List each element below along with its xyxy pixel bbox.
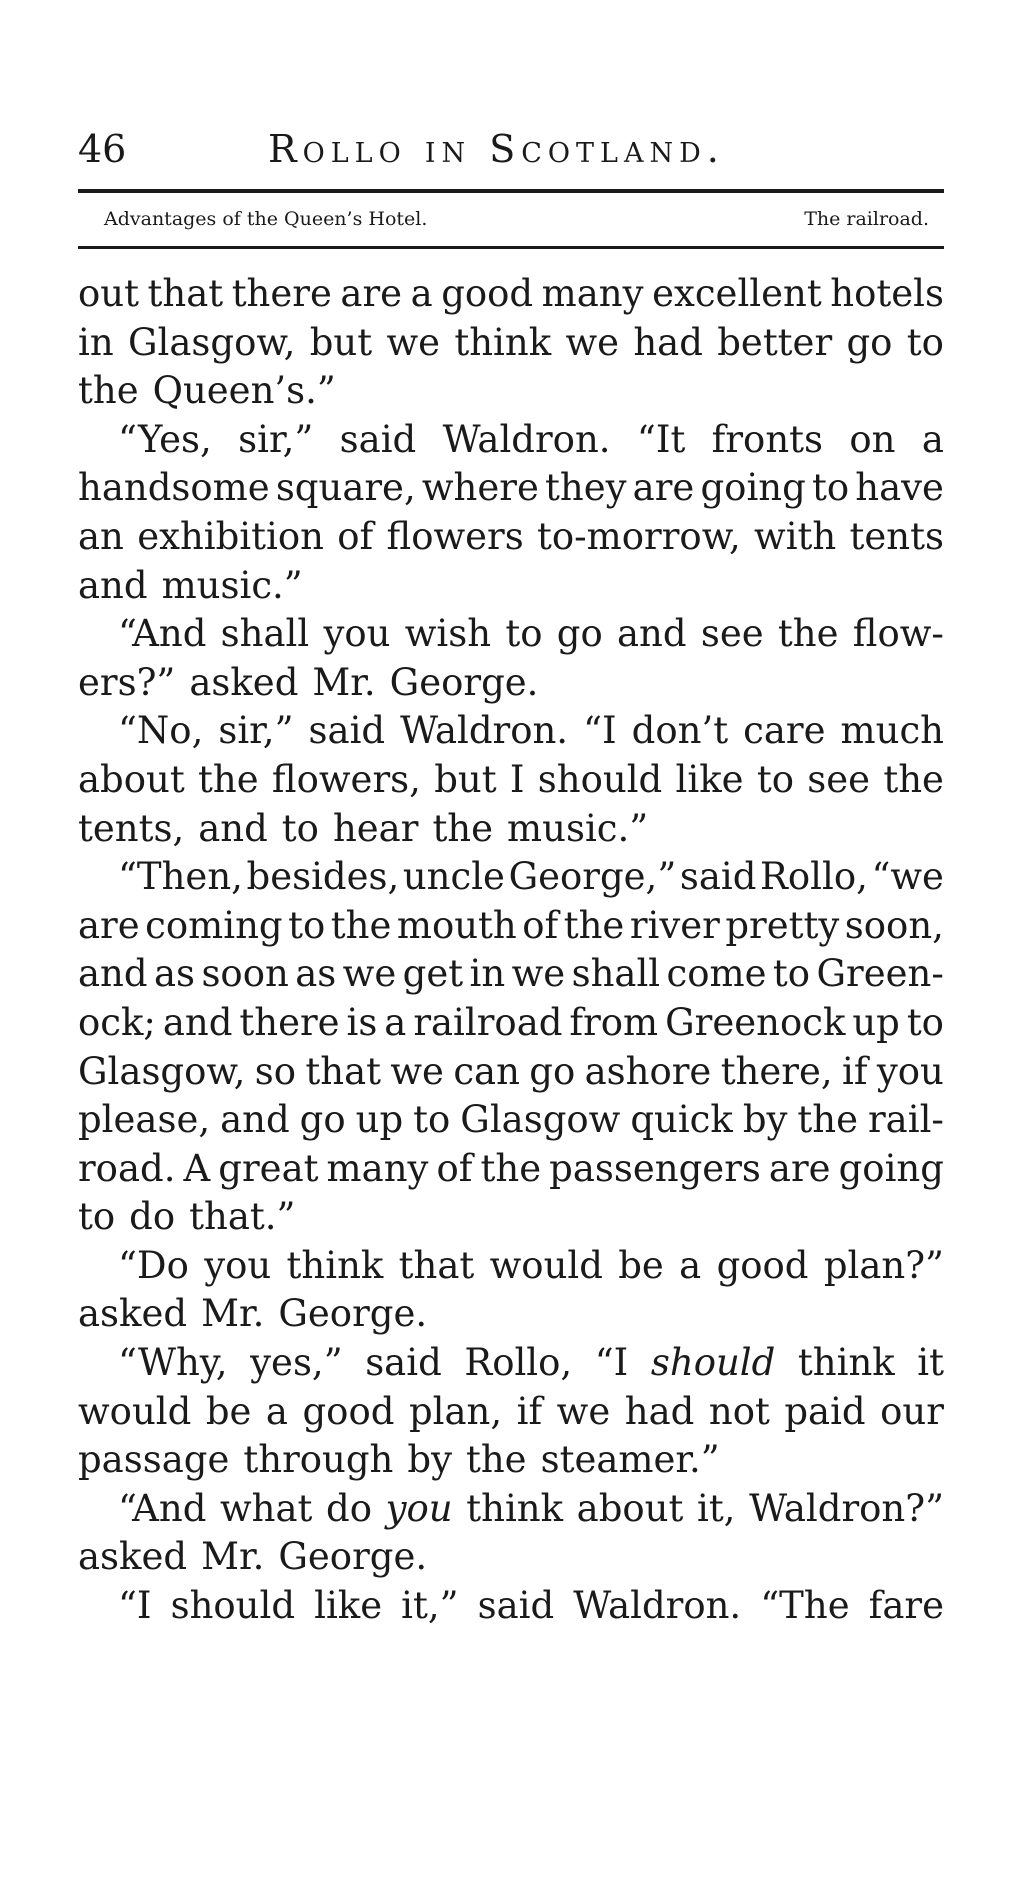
word: a (679, 1243, 702, 1287)
word: where (421, 466, 539, 510)
word: think (797, 1341, 895, 1385)
text-line (78, 464, 944, 513)
word: said (679, 855, 757, 899)
text-line (78, 1436, 944, 1485)
word: about (78, 757, 185, 801)
word: A (183, 1146, 211, 1190)
word: Glasgow, (78, 1049, 246, 1093)
word: many (326, 1146, 429, 1190)
word: to (811, 466, 850, 510)
word: to (505, 612, 543, 656)
word: “I (594, 1341, 629, 1385)
word: the (330, 903, 392, 947)
word: be (205, 1389, 252, 1433)
word: river (629, 903, 720, 947)
word: passage (78, 1438, 230, 1482)
subhead-right: The railroad. (804, 208, 929, 230)
word: passengers (549, 1146, 761, 1190)
word: Waldron. (442, 417, 611, 461)
word: an (78, 514, 124, 558)
word: pretty (725, 903, 840, 947)
word: should (170, 1584, 296, 1628)
word: out (78, 272, 139, 315)
word: like (675, 757, 744, 801)
word: besides, (246, 855, 400, 899)
word: but (309, 320, 373, 364)
word: “I (583, 709, 617, 753)
word: through (243, 1438, 394, 1482)
text-line (78, 1290, 944, 1339)
page-number: 46 (78, 127, 127, 171)
word: many (541, 272, 644, 315)
word: the (563, 903, 625, 947)
word: better (717, 320, 833, 364)
word: you (385, 1486, 453, 1530)
word: and (162, 1000, 233, 1044)
word: music.” (161, 563, 303, 607)
word: sir,” (238, 417, 314, 461)
word: there, (720, 1049, 833, 1093)
word: like (314, 1584, 383, 1628)
word: paid (784, 1389, 866, 1433)
word: going (700, 466, 806, 510)
word: Mr. (201, 1535, 265, 1579)
word: “Yes, (118, 417, 212, 461)
word: the (78, 369, 139, 413)
word: great (218, 1146, 319, 1190)
word: we (386, 320, 441, 364)
word: by (742, 1098, 788, 1142)
word: and (78, 952, 148, 996)
text-line (78, 1582, 944, 1631)
word: about (576, 1486, 684, 1530)
word: to (288, 903, 326, 947)
word: asked (78, 1292, 188, 1336)
word: “Why, (118, 1341, 228, 1385)
word: Waldron?” (749, 1486, 944, 1530)
word: go (556, 612, 603, 656)
word: by (407, 1438, 452, 1482)
word: “Then, (118, 855, 243, 899)
word: to (906, 1000, 944, 1044)
word: you (323, 612, 391, 656)
text-line (78, 950, 944, 999)
text-line (78, 562, 944, 611)
text-line (78, 853, 944, 902)
word: are (632, 466, 695, 510)
word: to (756, 757, 794, 801)
word: “The (760, 1584, 850, 1628)
word: there (231, 272, 332, 315)
word: “No, (118, 709, 204, 753)
text-line (78, 999, 944, 1048)
word: square, (275, 466, 416, 510)
word: railroad (413, 1000, 563, 1044)
word: Waldron. (573, 1584, 742, 1628)
word: go (529, 1049, 576, 1093)
word: on (849, 417, 896, 461)
word: road. (78, 1146, 176, 1190)
word: we (342, 952, 397, 996)
word: to (78, 1195, 116, 1239)
text-line (78, 659, 944, 708)
word: and (198, 806, 268, 850)
word: Glasgow (460, 1098, 621, 1142)
word: to (413, 1098, 451, 1142)
text-line (78, 1096, 944, 1145)
word: would (489, 1243, 603, 1287)
word: exhibition (137, 514, 324, 558)
text-line (78, 416, 944, 465)
word: should (537, 757, 663, 801)
text-line (78, 756, 944, 805)
word: that (305, 1049, 382, 1093)
word: George,” (508, 855, 677, 899)
text-line (78, 707, 944, 756)
word: do (129, 1195, 176, 1239)
word: you (876, 1049, 944, 1093)
word: asked (189, 660, 299, 704)
running-title: Rollo in Scotland. (268, 127, 725, 171)
word: excellent (652, 272, 822, 315)
word: much (840, 709, 944, 753)
word: I (509, 757, 525, 801)
word: the (777, 612, 839, 656)
word: tents (849, 514, 944, 558)
word: flow- (852, 612, 944, 656)
word: Rollo, (760, 855, 868, 899)
text-line (78, 319, 944, 368)
word: be (618, 1243, 664, 1287)
word: but (434, 757, 497, 801)
word: that.” (189, 1195, 296, 1239)
word: a (265, 1389, 288, 1433)
text-line (78, 610, 944, 659)
header-rule-top (78, 189, 944, 193)
word: hotels (830, 272, 944, 315)
word: the (198, 757, 259, 801)
word: George. (278, 1292, 428, 1336)
word: ock; (78, 1000, 156, 1044)
word: you (204, 1243, 272, 1287)
word: ashore (584, 1049, 712, 1093)
word: don’t (631, 709, 729, 753)
word: our (880, 1389, 944, 1433)
word: there (239, 1000, 340, 1044)
word: should (650, 1341, 776, 1385)
word: said (365, 1341, 442, 1385)
word: and (78, 563, 148, 607)
word: see (700, 612, 764, 656)
word: it,” (401, 1584, 459, 1628)
word: the (480, 1146, 542, 1190)
word: that (398, 1243, 475, 1287)
word: George. (278, 1535, 428, 1579)
text-line (78, 902, 944, 951)
word: Green- (816, 952, 944, 996)
word: if (516, 1389, 543, 1433)
word: the (883, 757, 944, 801)
word: to (906, 320, 944, 364)
word: we (390, 1049, 444, 1093)
text-line (78, 1242, 944, 1291)
word: as (295, 952, 337, 996)
word: the (797, 1098, 858, 1142)
word: can (453, 1049, 520, 1093)
word: soon, (844, 903, 944, 947)
word: George. (389, 660, 539, 704)
header-rule-bottom (78, 246, 944, 249)
word: we (556, 1389, 611, 1433)
text-line (78, 1339, 944, 1388)
word: said (339, 417, 417, 461)
word: hear (332, 806, 419, 850)
word: plan, (408, 1389, 503, 1433)
word: fronts (711, 417, 824, 461)
text-line (78, 1145, 944, 1194)
word: shall (220, 612, 310, 656)
word: flowers, (271, 757, 421, 801)
text-line (78, 1193, 944, 1242)
text-line (78, 805, 944, 854)
word: think (466, 1486, 564, 1530)
word: said (308, 709, 386, 753)
word: quick (630, 1098, 733, 1142)
word: steamer.” (540, 1438, 720, 1482)
word: fare (868, 1584, 944, 1628)
text-line (78, 1485, 944, 1534)
word: that (147, 272, 224, 315)
word: Greenock (665, 1000, 846, 1044)
word: Mr. (201, 1292, 265, 1336)
word: it, (696, 1486, 736, 1530)
word: we (511, 952, 566, 996)
word: asked (78, 1535, 188, 1579)
word: if (841, 1049, 868, 1093)
word: please, (78, 1098, 211, 1142)
word: good (302, 1389, 395, 1433)
word: we (565, 320, 620, 364)
word: of (337, 514, 374, 558)
word: and (220, 1098, 290, 1142)
word: wish (404, 612, 492, 656)
word: get (402, 952, 464, 996)
word: up (852, 1000, 900, 1044)
text-line (78, 1048, 944, 1097)
word: a (410, 272, 433, 315)
word: with (754, 514, 837, 558)
word: go (299, 1098, 346, 1142)
word: Waldron. (400, 709, 569, 753)
word: coming (145, 903, 283, 947)
word: “we (871, 855, 944, 899)
word: Mr. (312, 660, 376, 704)
word: ers?” (78, 660, 176, 704)
word: plan?” (823, 1243, 944, 1287)
word: of (436, 1146, 473, 1190)
word: it (917, 1341, 944, 1385)
word: think (286, 1243, 384, 1287)
word: so (254, 1049, 297, 1093)
word: Rollo, (464, 1341, 573, 1385)
word: said (477, 1584, 555, 1628)
word: to (772, 952, 811, 996)
text-line (78, 1388, 944, 1437)
word: had (633, 320, 703, 364)
word: yes,” (250, 1341, 343, 1385)
text-line (78, 270, 944, 319)
word: and (617, 612, 687, 656)
word: are (340, 272, 403, 315)
word: to-morrow, (537, 514, 741, 558)
word: have (855, 466, 944, 510)
word: are (768, 1146, 831, 1190)
word: shall (571, 952, 661, 996)
word: handsome (78, 466, 270, 510)
word: “I (118, 1584, 152, 1628)
word: “Do (118, 1243, 189, 1287)
body-text (78, 270, 944, 1631)
word: to (281, 806, 319, 850)
word: “And (118, 612, 207, 656)
word: do (326, 1486, 373, 1530)
word: good (716, 1243, 809, 1287)
word: “It (636, 417, 686, 461)
word: would (78, 1389, 192, 1433)
word: good (441, 272, 534, 315)
word: had (624, 1389, 695, 1433)
word: not (708, 1389, 770, 1433)
word: see (807, 757, 871, 801)
word: go (846, 320, 893, 364)
word: in (78, 320, 114, 364)
word: the (465, 1438, 527, 1482)
word: a (921, 417, 944, 461)
word: sir,” (218, 709, 294, 753)
word: what (220, 1486, 313, 1530)
word: soon (201, 952, 289, 996)
text-line (78, 513, 944, 562)
word: music.” (507, 806, 649, 850)
word: are (78, 903, 140, 947)
word: as (153, 952, 196, 996)
word: “And (118, 1486, 207, 1530)
subhead-left: Advantages of the Queen’s Hotel. (104, 208, 428, 230)
word: Glasgow, (127, 320, 296, 364)
word: they (545, 466, 627, 510)
word: Queen’s.” (152, 369, 336, 413)
text-line (78, 367, 944, 416)
word: tents, (78, 806, 185, 850)
word: of (522, 903, 559, 947)
word: the (432, 806, 494, 850)
word: mouth (396, 903, 517, 947)
text-line (78, 1533, 944, 1582)
word: flowers (386, 514, 524, 558)
word: going (838, 1146, 944, 1190)
word: rail- (867, 1098, 944, 1142)
word: care (743, 709, 826, 753)
word: uncle (402, 855, 505, 899)
word: in (469, 952, 506, 996)
word: think (454, 320, 552, 364)
word: a (384, 1000, 407, 1044)
word: up (355, 1098, 404, 1142)
word: come (666, 952, 767, 996)
word: is (346, 1000, 378, 1044)
word: from (569, 1000, 659, 1044)
